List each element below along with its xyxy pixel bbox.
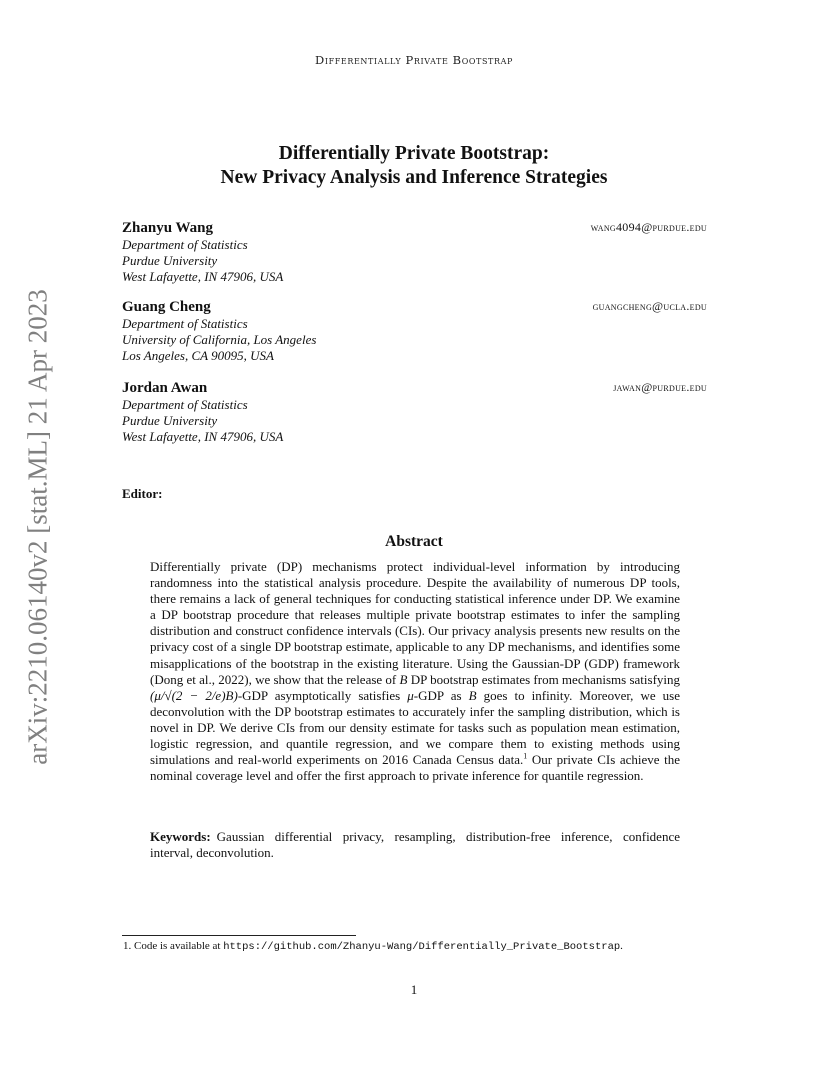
footnote-text: 1. Code is available at [123, 940, 224, 952]
author-dept: Department of Statistics [122, 316, 248, 331]
title-line-2: New Privacy Analysis and Inference Strategies [220, 167, 608, 188]
abstract-heading: Abstract [385, 533, 443, 550]
abstract-text: -GDP as [413, 687, 469, 703]
author-univ: Purdue University [122, 253, 218, 268]
author-dept: Department of Statistics [122, 397, 248, 412]
author-city: West Lafayette, IN 47906, USA [122, 429, 284, 444]
abstract-text: -GDP asymptotically satisfies [237, 687, 408, 703]
footnote [123, 940, 723, 953]
paper-title [0, 142, 828, 190]
author-block [122, 219, 707, 285]
author-name: Zhanyu Wang [122, 220, 214, 236]
abstract-text: DP bootstrap estimates from mechanisms satisfying [407, 671, 681, 687]
code-url-link[interactable]: https://github.com/Zhanyu-Wang/Differentially_Private_Bootstrap [223, 941, 621, 953]
gdp-formula: (μ/√(2 − 2/e)B) [150, 687, 238, 703]
author-dept: Department of Statistics [122, 237, 248, 252]
author-email[interactable]: wang4094@purdue.edu [590, 220, 707, 234]
author-univ: Purdue University [122, 413, 218, 428]
math-var-mu: μ [407, 687, 414, 703]
abstract-text: Our private CIs achieve the nominal coverage level and offer the first approach to private inference for quantile regression. [150, 752, 680, 784]
math-var-b: B [399, 671, 408, 687]
page-number: 1 [410, 982, 418, 997]
footnote-end: . [620, 940, 623, 952]
title-line-1: Differentially Private Bootstrap: [278, 143, 550, 164]
footnote-rule [122, 935, 356, 936]
keywords-text: Gaussian differential privacy, resampling, distribution-free inference, confidence interval, deconvolution. [150, 829, 680, 860]
abstract-text: Differentially private (DP) mechanisms protect individual-level information by introducing randomness into the statistical analysis procedure. Despite the availability of numerous DP tools, there remains a lack of general techniques for conducting statistical inference under DP. We examine a DP bootstrap procedure that releases multiple private bootstrap estimates to infer the sampling distribution and construct confidence intervals (CIs). Our privacy analysis presents new results on the privacy cost of a single DP bootstrap estimate, applicable to any DP mechanisms, and identifies some misapplications of the bootstrap in the existing literature. Using the Gaussian-DP (GDP) framework (Dong et al., 2022), we show that the release of [150, 559, 680, 687]
author-name: Guang Cheng [122, 299, 211, 315]
author-city: West Lafayette, IN 47906, USA [122, 269, 284, 284]
author-email[interactable]: guangcheng@ucla.edu [592, 299, 707, 313]
arxiv-id: arXiv:2210.06140v2 [stat.ML] 21 Apr 2023 [22, 289, 53, 765]
author-block [122, 298, 707, 364]
author-univ: University of California, Los Angeles [122, 332, 317, 347]
abstract-body [150, 559, 680, 784]
editor-label: Editor: [122, 486, 163, 501]
arxiv-stamp [18, 282, 58, 772]
keywords [150, 829, 680, 861]
keywords-label: Keywords: [150, 829, 211, 844]
author-email[interactable]: jawan@purdue.edu [613, 380, 707, 394]
abstract-text: goes to infinity. Moreover, we use deconvolution with the DP bootstrap estimates to accurately infer the sampling distribution, which is novel in DP. We derive CIs from our density estimate for tasks such as population mean estimation, logistic regression, and quantile regression, and we compare them to existing methods using simulations and real-world experiments on 2016 Canada Census data. [150, 687, 681, 768]
math-var-b: B [468, 687, 477, 703]
author-name: Jordan Awan [122, 380, 208, 396]
running-head: Differentially Private Bootstrap [315, 53, 513, 67]
footnote-marker[interactable]: 1 [523, 751, 528, 761]
author-city: Los Angeles, CA 90095, USA [122, 348, 274, 363]
author-block [122, 379, 707, 445]
